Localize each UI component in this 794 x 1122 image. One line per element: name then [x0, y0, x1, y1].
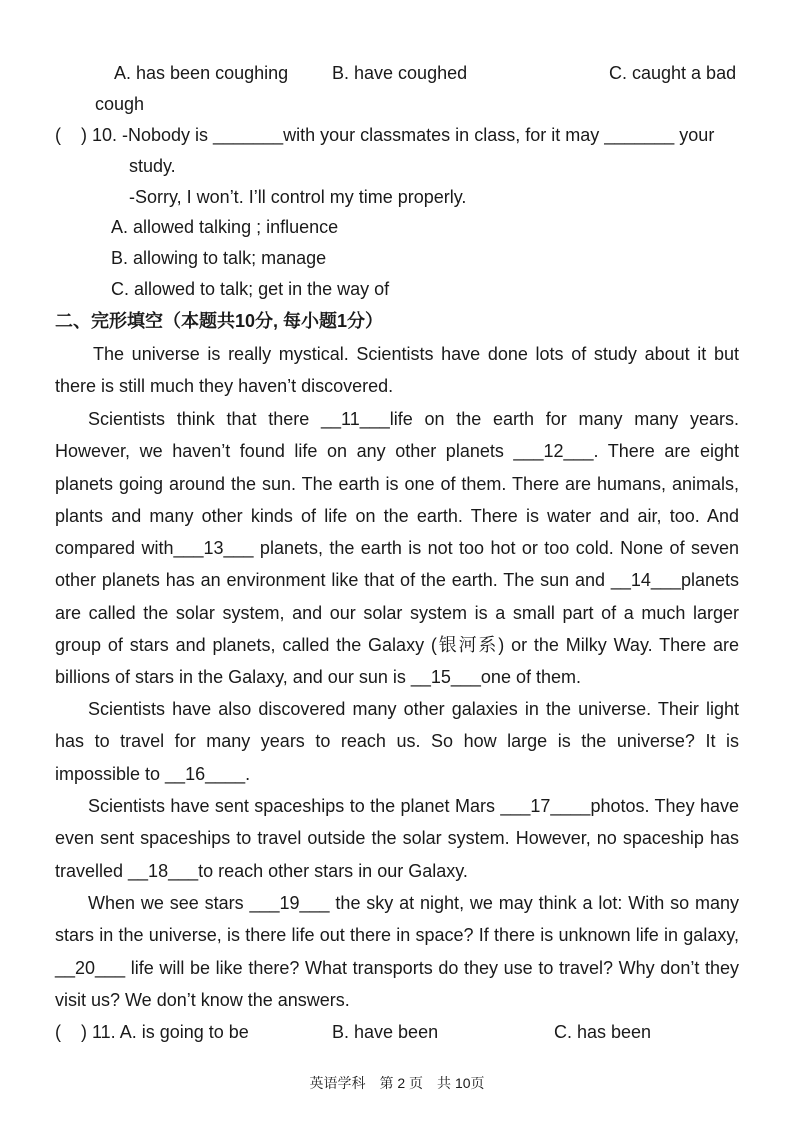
q10-option-b: B. allowing to talk; manage	[111, 248, 327, 268]
passage-paragraph-2: Scientists think that there __11___life on the earth for many many years. However, we haven’t found life on any other planets ___12___. There are eight planets going around the sun. The earth is one of them. There are humans, animals, plants and many other kinds of life on the earth. There is water and air, too. And compared with___13___ planets, the earth is not too hot or too cold. None of seven other planets has an environment like that of the earth. The sun and __14___planets are called the solar system, and our solar system is a small part of a much larger group of stars and planets, called the Galaxy (银河系) or the Milky Way. There are billions of stars in the Galaxy, and our sun is __15___one of them.	[55, 409, 739, 688]
passage-paragraph-4: Scientists have sent spaceships to the planet Mars ___17____photos. They have even sent spaceships to travel outside the solar system. However, no spaceship has travelled __18___to reach other stars in our Galaxy.	[55, 796, 739, 881]
q11-option-a: ( ) 11. A. is going to be	[55, 1022, 249, 1042]
section-heading-cloze: 二、完形填空（本题共10分, 每小题1分）	[55, 311, 384, 331]
q10-option-a: A. allowed talking ; influence	[111, 217, 339, 237]
q9-option-a: A. has been coughing	[114, 63, 289, 83]
q10-reply: -Sorry, I won’t. I’ll control my time properly.	[129, 187, 467, 207]
q11-option-b: B. have been	[332, 1022, 439, 1042]
q11-option-c: C. has been	[554, 1022, 652, 1042]
passage-paragraph-3: Scientists have also discovered many other galaxies in the universe. Their light has to travel for many years to reach us. So how large is the universe? It is impossible to __16____.	[55, 699, 739, 784]
q9-option-c-continued: cough	[95, 94, 145, 114]
q10-question-line2: study.	[129, 156, 176, 176]
q10-question-line1: ( ) 10. -Nobody is _______with your classmates in class, for it may _______ your	[55, 125, 715, 145]
page-footer: 英语学科 第 2 页 共 10页	[309, 1075, 485, 1091]
passage-paragraph-1: The universe is really mystical. Scientists have done lots of study about it but there is still much they haven’t discovered.	[55, 344, 739, 397]
passage-paragraph-5: When we see stars ___19___ the sky at night, we may think a lot: With so many stars in the universe, is there life out there in space? If there is unknown life in galaxy, __20___ life will be like there? What transports do they use to travel? Why don’t they visit us? We don’t know the answers.	[55, 893, 739, 1010]
q9-option-c: C. caught a bad	[609, 63, 737, 83]
q10-option-c: C. allowed to talk; get in the way of	[111, 279, 390, 299]
q9-option-b: B. have coughed	[332, 63, 468, 83]
